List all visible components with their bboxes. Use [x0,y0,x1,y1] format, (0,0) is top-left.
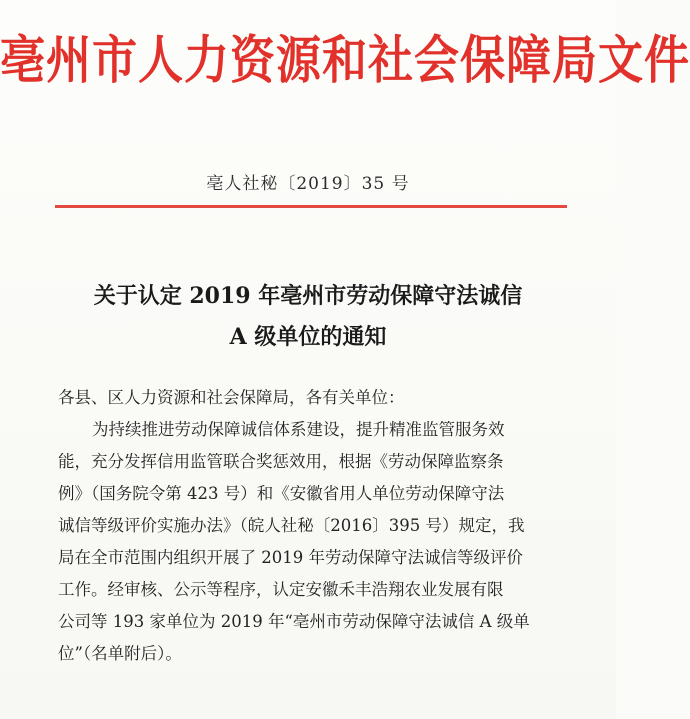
body-line-4: 诚信等级评价实施办法》（皖人社秘〔2016〕395 号）规定，我 [58,516,525,535]
issuer-header-title: 亳州市人力资源和社会保障局文件 [0,29,690,91]
body-line-3: 例》（国务院令第 423 号）和《安徽省用人单位劳动保障守法 [58,484,505,503]
red-divider-line [55,205,567,208]
body-line-1: 为持续推进劳动保障诚信体系建设，提升精准监管服务效 [92,420,505,439]
notice-title-line-1: 关于认定 2019 年亳州市劳动保障守法诚信 [93,283,523,309]
salutation: 各县、区人力资源和社会保障局，各有关单位： [58,388,405,407]
document-number: 亳人社秘〔2019〕35 号 [206,174,410,194]
notice-body [58,382,588,670]
body-line-8: 位”（名单附后）。 [58,644,182,663]
body-line-5: 局在全市范围内组织开展了 2019 年劳动保障守法诚信等级评价 [58,548,523,567]
notice-title [0,276,616,358]
body-line-2: 能，充分发挥信用监管联合奖惩效用，根据《劳动保障监察条 [58,452,504,471]
notice-title-line-2: A 级单位的通知 [229,324,387,350]
body-line-6: 工作。经审核、公示等程序，认定安徽禾丰浩翔农业发展有限 [58,580,504,599]
body-line-7: 公司等 193 家单位为 2019 年“亳州市劳动保障守法诚信 A 级单 [58,612,530,631]
